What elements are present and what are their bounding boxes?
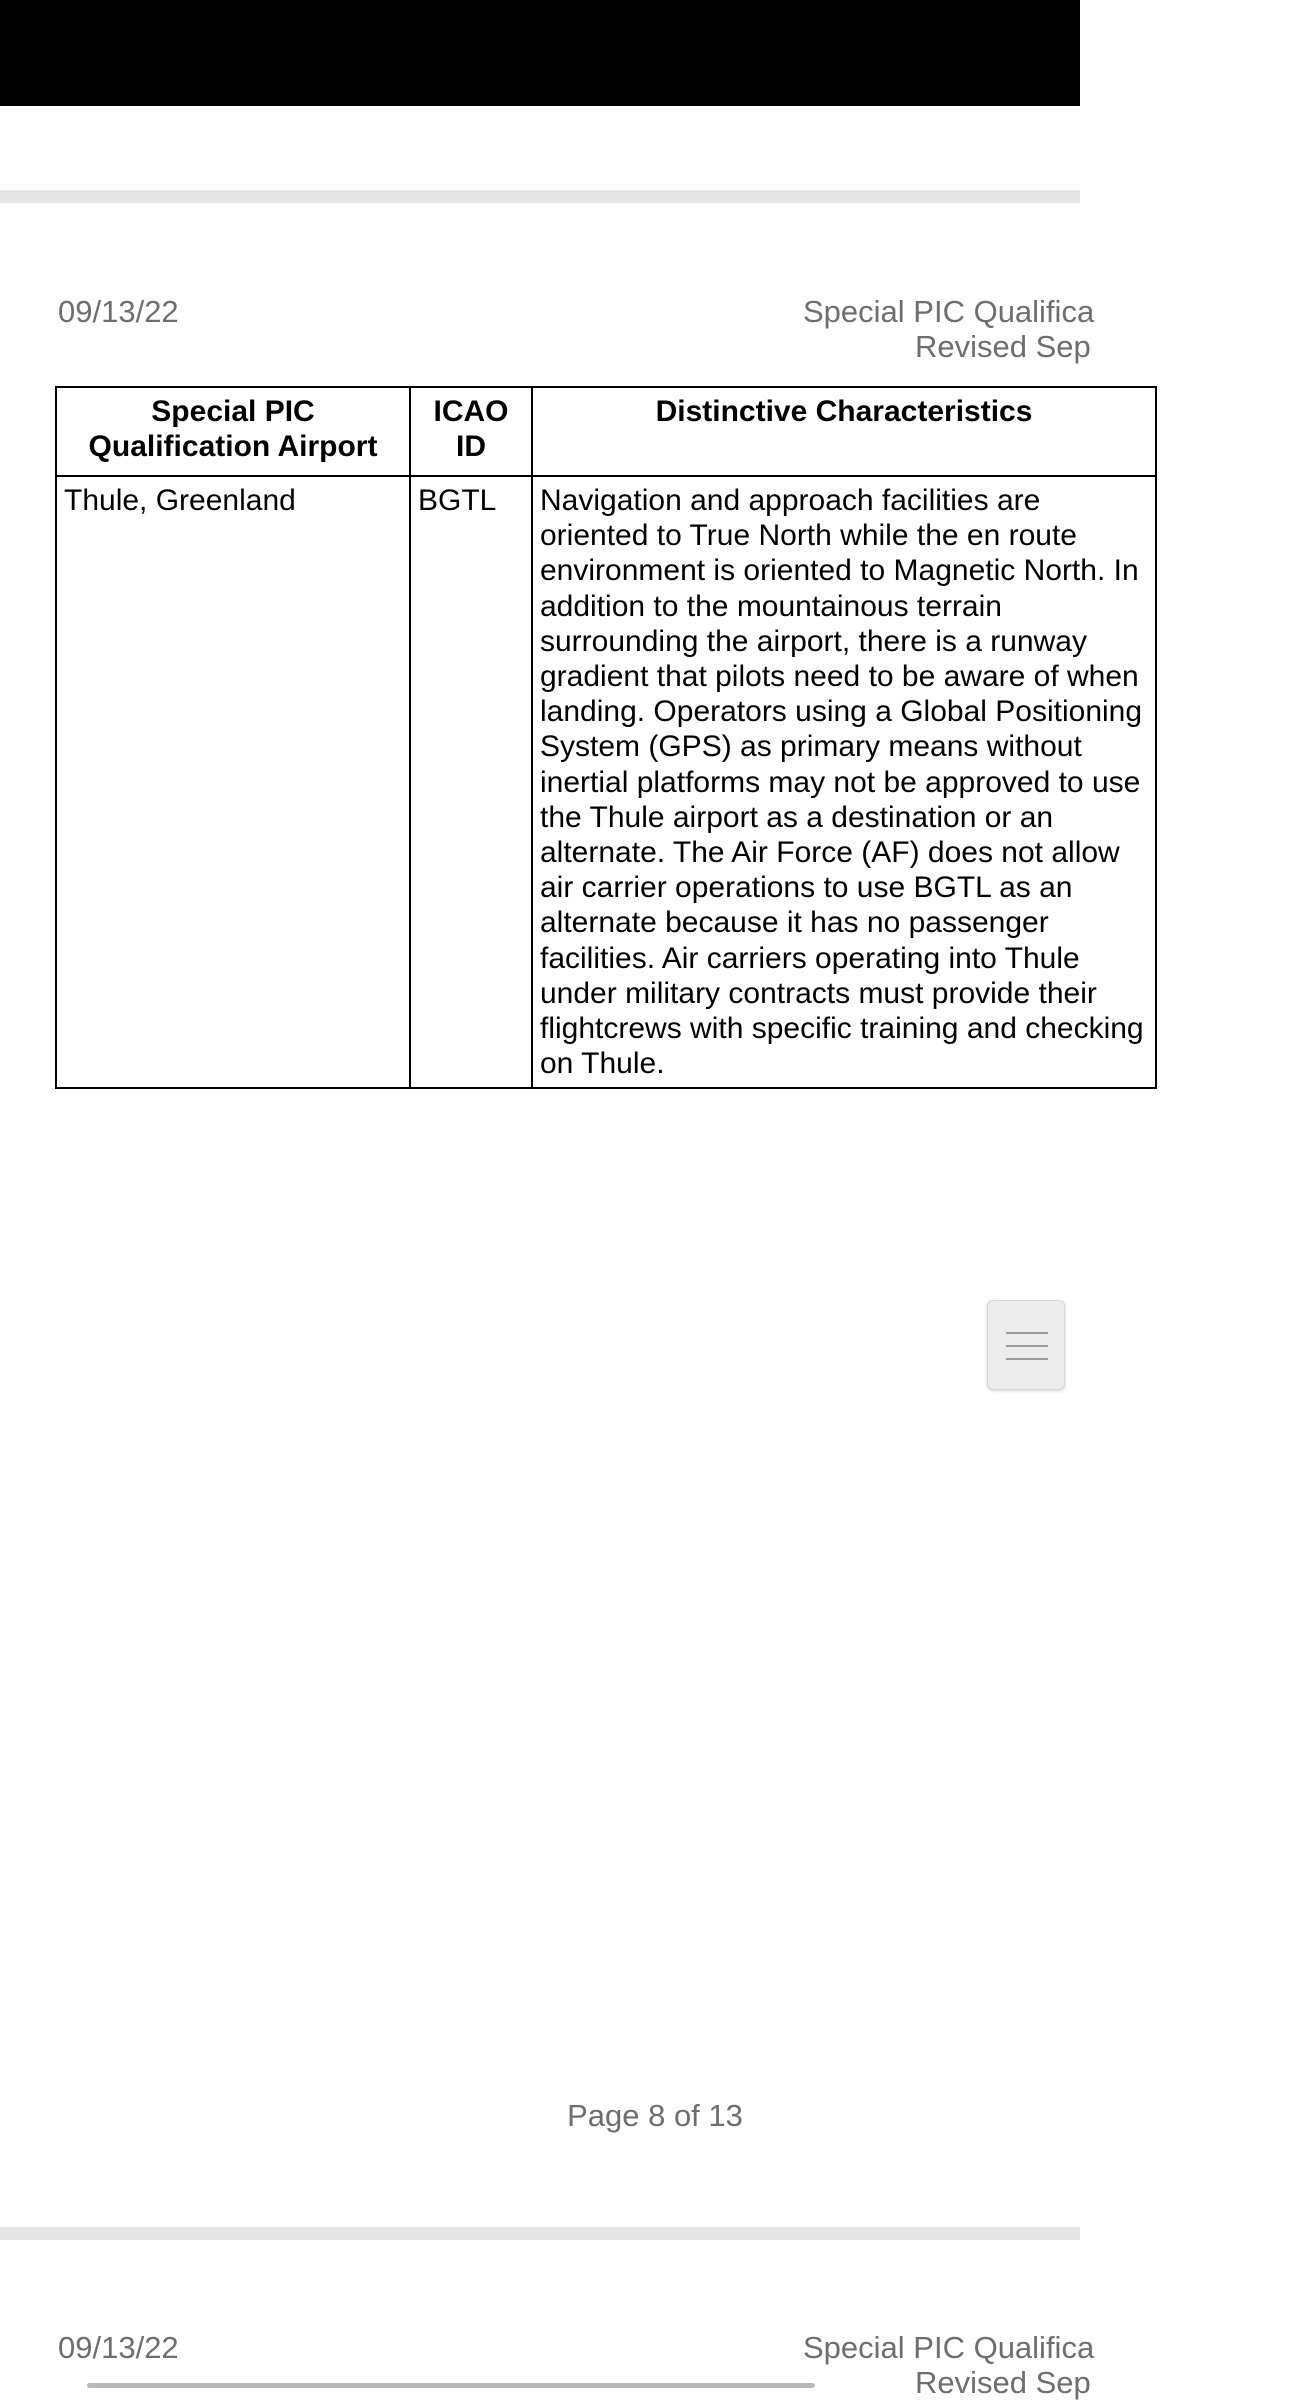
page-header-title-line1: Special PIC Qualifica [803, 2330, 1095, 2365]
page-header-title [600, 2330, 1095, 2400]
page-header-title [600, 294, 1095, 366]
page-header-date: 09/13/22 [58, 2330, 179, 2365]
header-airport: Special PIC Qualification Airport [56, 387, 410, 476]
page-header-title-line2: Revised Sep [915, 2365, 1091, 2400]
status-bar [0, 0, 1080, 106]
menu-button[interactable] [987, 1300, 1065, 1390]
header-distinctive-characteristics: Distinctive Characteristics [532, 387, 1156, 476]
page-header-date: 09/13/22 [58, 294, 179, 329]
document-table-container [55, 386, 1144, 1166]
header-icao-id: ICAO ID [410, 387, 532, 476]
table-header-row [56, 387, 1156, 476]
page-number: Page 8 of 13 [567, 2098, 743, 2133]
page-header-title-line1: Special PIC Qualifica [803, 294, 1095, 329]
page-separator [0, 2227, 1080, 2240]
table-row [56, 476, 1156, 1088]
page-separator [0, 190, 1080, 203]
cell-airport: Thule, Greenland [56, 476, 410, 1088]
horizontal-scroll-indicator[interactable] [87, 2383, 815, 2388]
special-pic-qualification-table [55, 386, 1157, 1089]
page-header-title-line2: Revised Sep [915, 329, 1091, 364]
cell-characteristics: Navigation and approach facilities are oriented to True North while the en route environment is oriented to Magnetic North. In addition to the mountainous terrain surrounding the airport, there is a runway gradient that pilots need to be aware of when landing. Operators using a Global Positioning System (GPS) as primary means without inertial platforms may not be approved to use the Thule airport as a destination or an alternate. The Air Force (AF) does not allow air carrier operations to use BGTL as an alternate because it has no passenger facilities. Air carriers operating into Thule under military contracts must provide their flightcrews with specific training and checking on Thule. [532, 476, 1156, 1088]
cell-icao-id: BGTL [410, 476, 532, 1088]
